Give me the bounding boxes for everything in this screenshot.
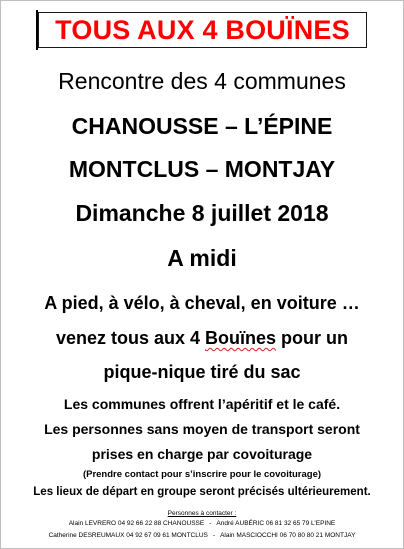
contact-levrero: Alain LEVRERO 04 92 66 22 88 CHANOUSSE	[68, 520, 205, 527]
contacts-heading: Personnes à contacter :	[167, 510, 237, 517]
event-date: Dimanche 8 juillet 2018	[75, 200, 329, 226]
communes-line-2: MONTCLUS – MONTJAY	[68, 156, 336, 182]
body-line-1: A pied, à vélo, à cheval, en voiture …	[44, 293, 360, 313]
subtitle: Rencontre des 4 communes	[58, 68, 346, 94]
transport-line-1: Les personnes sans moyen de transport seront	[44, 421, 360, 437]
contact-separator: -	[212, 532, 216, 539]
transport-line-2: prises en charge par covoiturage	[91, 446, 313, 462]
aperitif-text: Les communes offrent l’apéritif et le café.	[63, 396, 341, 412]
contact-row-1	[0, 520, 404, 527]
contact-masciocchi: Alain MASCIOCCHI 06 70 80 80 21 MONTJAY	[220, 532, 356, 539]
contact-separator: -	[209, 520, 212, 527]
spellcheck-word: Bouïnes	[205, 328, 277, 348]
departure-text: Les lieux de départ en groupe seront précisés ultérieurement.	[33, 486, 371, 498]
body-line-2-after: pour un	[276, 328, 349, 348]
body-line-2-before: venez tous aux 4	[55, 328, 206, 348]
body-line-2	[0, 328, 404, 349]
contact-row-2	[0, 532, 404, 539]
event-time: A midi	[167, 245, 237, 271]
poster-title: TOUS AUX 4 BOUÏNES	[55, 15, 350, 45]
communes-line-1: CHANOUSSE – L’ÉPINE	[71, 113, 333, 139]
contact-auberic: André AUBÉRIC 06 81 32 65 79 L’EPINE	[216, 520, 336, 527]
contact-desreumaux: Catherine DESREUMAUX 04 92 67 09 61 MONTCLUS	[48, 532, 208, 539]
body-line-3: pique-nique tiré du sac	[103, 362, 301, 382]
carpool-note: (Prendre contact pour s’inscrire pour le covoiturage)	[82, 469, 322, 480]
